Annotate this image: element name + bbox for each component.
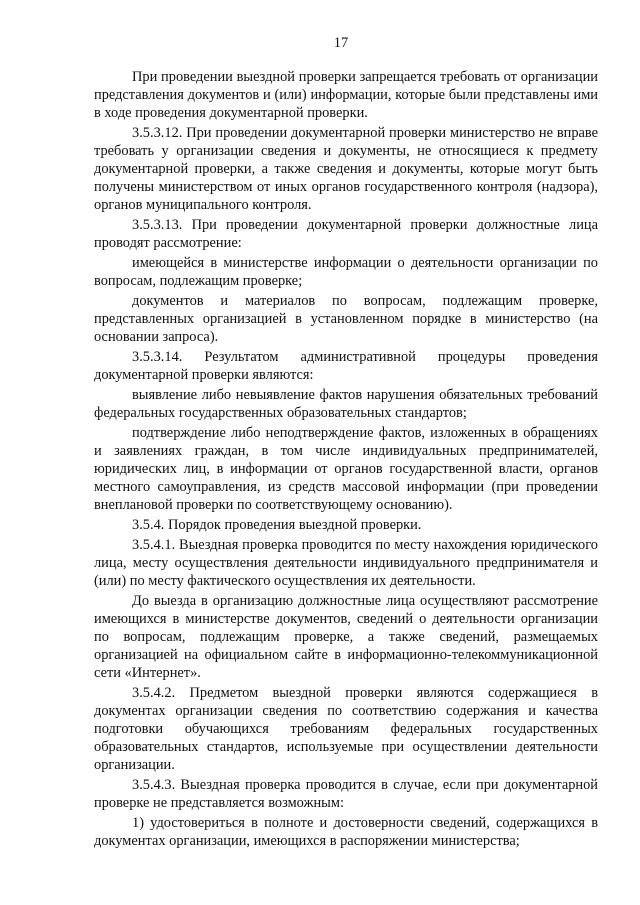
paragraph: подтверждение либо неподтверждение фактов, изложенных в обращениях и заявлениях граждан, в том числе индивидуальных предпринимателей, юридических лиц, в информации от органов государственной власти, органов местного самоуправления, из средств массовой информации (при проведении внеплановой проверки по соответствующему основанию).	[94, 425, 598, 513]
paragraph: 3.5.3.14. Результатом административной процедуры проведения документарной проверки являются:	[94, 349, 598, 383]
paragraph: 1) удостовериться в полноте и достоверности сведений, содержащихся в документах организации, имеющихся в распоряжении министерства;	[94, 815, 598, 849]
paragraph: При проведении выездной проверки запрещается требовать от организации представления документов и (или) информации, которые были представлены ими в ходе проведения документарной проверки.	[94, 69, 598, 121]
paragraph: 3.5.4.3. Выездная проверка проводится в случае, если при документарной проверке не представляется возможным:	[94, 777, 598, 811]
paragraph: 3.5.3.12. При проведении документарной проверки министерство не вправе требовать у организации сведения и документы, не относящиеся к предмету документарной проверки, а также сведения и документы, которые могут быть получены министерством от иных органов государственного контроля (надзора), органов муниципального контроля.	[94, 125, 598, 213]
paragraph: документов и материалов по вопросам, подлежащим проверке, представленных организацией в установленном порядке в министерство (на основании запроса).	[94, 293, 598, 345]
paragraph: 3.5.4. Порядок проведения выездной проверки.	[132, 517, 422, 533]
paragraph: имеющейся в министерстве информации о деятельности организации по вопросам, подлежащим проверке;	[94, 255, 598, 289]
paragraph: 3.5.4.1. Выездная проверка проводится по месту нахождения юридического лица, месту осуществления деятельности индивидуального предпринимателя и (или) по месту фактического осуществления их деятельности.	[94, 537, 598, 589]
paragraph: До выезда в организацию должностные лица осуществляют рассмотрение имеющихся в министерстве документов, сведений о деятельности организации по вопросам, подлежащим проверке, а также сведений, размещаемых организацией на официальном сайте в информационно-телекоммуникационной сети «Интернет».	[94, 593, 598, 681]
paragraph: выявление либо невыявление фактов нарушения обязательных требований федеральных государственных образовательных стандартов;	[94, 387, 598, 421]
paragraph: 3.5.4.2. Предметом выездной проверки являются содержащиеся в документах организации сведения по соответствию содержания и качества подготовки обучающихся требованиям федеральных государственных образовательных стандартов, используемые при осуществлении деятельности организации.	[94, 685, 598, 773]
paragraph: 3.5.3.13. При проведении документарной проверки должностные лица проводят рассмотрение:	[94, 217, 598, 251]
page-number: 17	[333, 35, 349, 51]
